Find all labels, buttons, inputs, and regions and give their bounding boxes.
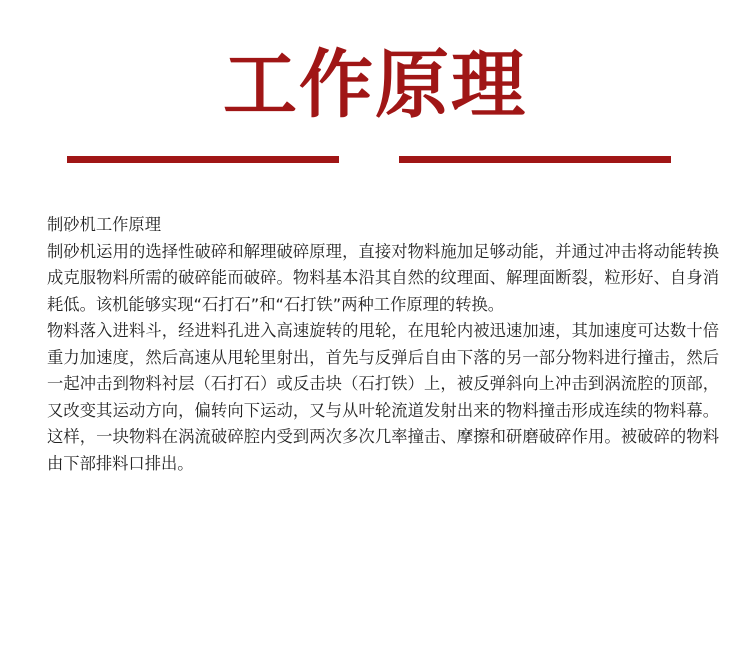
divider-right — [399, 156, 671, 163]
page-title: 工作原理 — [223, 42, 527, 128]
section-subtitle: 制砂机工作原理 — [47, 215, 161, 234]
paragraph-principle: 制砂机运用的选择性破碎和解理破碎原理，直接对物料施加足够动能，并通过冲击将动能转换成克服物料所需的破碎能而破碎。物料基本沿其自然的纹理面、解理面断裂，粒形好、自身消耗低。该机能够实现“石打石”和“石打铁”两种工作原理的转换。 — [47, 241, 719, 314]
divider-left — [67, 156, 339, 163]
article-body — [47, 212, 719, 477]
paragraph-process: 物料落入进料斗，经进料孔进入高速旋转的甩轮，在甩轮内被迅速加速，其加速度可达数十倍重力加速度，然后高速从甩轮里射出，首先与反弹后自由下落的另一部分物料进行撞击，然后一起冲击到物料衬层（石打石）或反击块（石打铁）上，被反弹斜向上冲击到涡流腔的顶部，又改变其运动方向，偏转向下运动，又与从叶轮流道发射出来的物料撞击形成连续的物料幕。这样，一块物料在涡流破碎腔内受到两次多次几率撞击、摩擦和研磨破碎作用。被破碎的物料由下部排料口排出。 — [47, 321, 719, 473]
